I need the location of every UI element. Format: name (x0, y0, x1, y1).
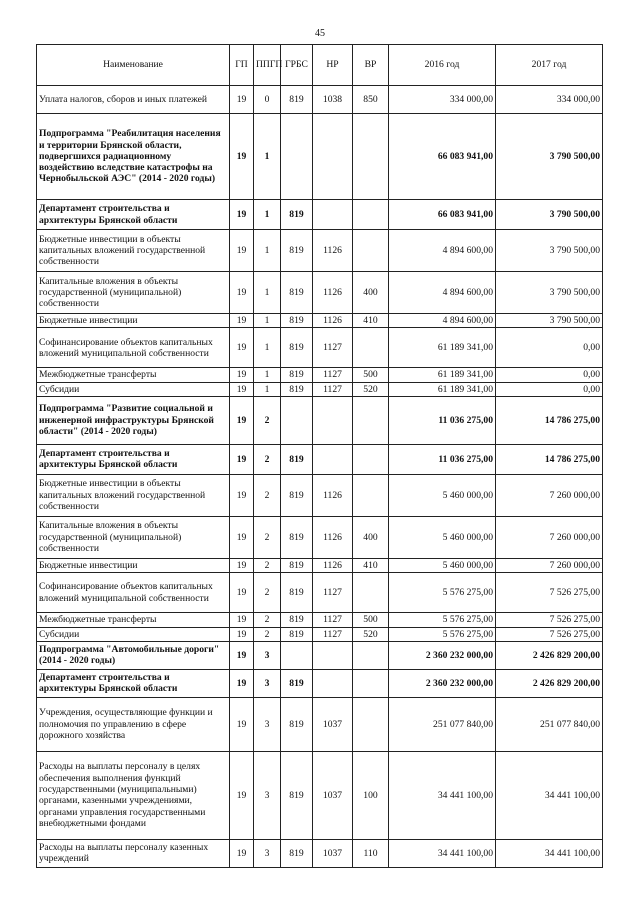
cell-2016: 5 460 000,00 (389, 558, 496, 572)
table-row (37, 613, 603, 627)
table-row (37, 839, 603, 867)
cell-gp: 19 (230, 230, 254, 272)
cell-nr: 1127 (313, 382, 353, 396)
table-row (37, 368, 603, 382)
cell-2016: 5 576 275,00 (389, 613, 496, 627)
cell-gp: 19 (230, 697, 254, 751)
cell-gp: 19 (230, 368, 254, 382)
cell-ppgp: 2 (254, 396, 281, 444)
cell-nr: 1127 (313, 573, 353, 613)
cell-nr: 1038 (313, 86, 353, 114)
cell-grbs (281, 641, 313, 669)
cell-ppgp: 2 (254, 573, 281, 613)
table-body (37, 86, 603, 868)
cell-nr: 1126 (313, 272, 353, 314)
cell-grbs: 819 (281, 516, 313, 558)
cell-name: Департамент строительства и архитектуры Брянской области (37, 669, 230, 697)
cell-2016: 251 077 840,00 (389, 697, 496, 751)
cell-2017: 3 790 500,00 (496, 114, 603, 200)
cell-grbs (281, 396, 313, 444)
cell-grbs: 819 (281, 272, 313, 314)
cell-nr (313, 114, 353, 200)
cell-2016: 34 441 100,00 (389, 839, 496, 867)
table-header-row (37, 45, 603, 86)
cell-gp: 19 (230, 516, 254, 558)
table-row (37, 328, 603, 368)
cell-vr (353, 669, 389, 697)
cell-2017: 251 077 840,00 (496, 697, 603, 751)
cell-gp: 19 (230, 627, 254, 641)
cell-nr: 1126 (313, 230, 353, 272)
cell-vr: 100 (353, 751, 389, 839)
cell-2016: 2 360 232 000,00 (389, 641, 496, 669)
cell-vr: 500 (353, 613, 389, 627)
cell-2016: 2 360 232 000,00 (389, 669, 496, 697)
cell-ppgp: 1 (254, 272, 281, 314)
cell-2016: 334 000,00 (389, 86, 496, 114)
cell-grbs: 819 (281, 314, 313, 328)
cell-ppgp: 3 (254, 669, 281, 697)
cell-name: Межбюджетные трансферты (37, 368, 230, 382)
cell-name: Капитальные вложения в объекты государственной (муниципальной) собственности (37, 516, 230, 558)
cell-grbs: 819 (281, 839, 313, 867)
cell-2017: 3 790 500,00 (496, 230, 603, 272)
cell-name: Расходы на выплаты персоналу в целях обеспечения выполнения функций государственными (муниципальными) органами, казенными учреждениями, органами управления государственными внебюджетными фондами (37, 751, 230, 839)
cell-ppgp: 1 (254, 230, 281, 272)
cell-nr: 1127 (313, 368, 353, 382)
cell-2016: 61 189 341,00 (389, 382, 496, 396)
cell-grbs: 819 (281, 751, 313, 839)
cell-vr: 400 (353, 272, 389, 314)
cell-2016: 11 036 275,00 (389, 396, 496, 444)
cell-grbs: 819 (281, 474, 313, 516)
col-header-2016: 2016 год (389, 45, 496, 86)
table-row (37, 114, 603, 200)
cell-name: Подпрограмма "Автомобильные дороги" (2014 - 2020 годы) (37, 641, 230, 669)
cell-name: Бюджетные инвестиции (37, 558, 230, 572)
cell-gp: 19 (230, 328, 254, 368)
budget-table (36, 44, 603, 868)
cell-grbs: 819 (281, 368, 313, 382)
cell-gp: 19 (230, 839, 254, 867)
cell-2017: 0,00 (496, 382, 603, 396)
cell-grbs: 819 (281, 200, 313, 230)
cell-ppgp: 1 (254, 314, 281, 328)
cell-name: Субсидии (37, 382, 230, 396)
cell-vr (353, 697, 389, 751)
cell-nr: 1037 (313, 751, 353, 839)
cell-2016: 61 189 341,00 (389, 328, 496, 368)
cell-vr (353, 200, 389, 230)
cell-ppgp: 1 (254, 328, 281, 368)
cell-gp: 19 (230, 444, 254, 474)
cell-name: Департамент строительства и архитектуры Брянской области (37, 444, 230, 474)
cell-gp: 19 (230, 573, 254, 613)
cell-vr: 850 (353, 86, 389, 114)
cell-grbs: 819 (281, 444, 313, 474)
cell-nr (313, 641, 353, 669)
cell-name: Бюджетные инвестиции в объекты капитальных вложений государственной собственности (37, 230, 230, 272)
cell-name: Уплата налогов, сборов и иных платежей (37, 86, 230, 114)
cell-ppgp: 3 (254, 751, 281, 839)
cell-grbs: 819 (281, 669, 313, 697)
cell-grbs: 819 (281, 86, 313, 114)
cell-gp: 19 (230, 474, 254, 516)
cell-name: Софинансирование объектов капитальных вложений муниципальной собственности (37, 328, 230, 368)
table-row (37, 272, 603, 314)
cell-2017: 334 000,00 (496, 86, 603, 114)
cell-nr: 1126 (313, 474, 353, 516)
cell-ppgp: 3 (254, 641, 281, 669)
col-header-name: Наименование (37, 45, 230, 86)
cell-nr: 1126 (313, 558, 353, 572)
cell-2016: 4 894 600,00 (389, 230, 496, 272)
cell-2017: 3 790 500,00 (496, 200, 603, 230)
table-row (37, 641, 603, 669)
cell-ppgp: 1 (254, 114, 281, 200)
cell-nr: 1127 (313, 613, 353, 627)
cell-vr (353, 230, 389, 272)
col-header-nr: НР (313, 45, 353, 86)
cell-name: Учреждения, осуществляющие функции и полномочия по управлению в сфере дорожного хозяйства (37, 697, 230, 751)
table-row (37, 200, 603, 230)
cell-nr: 1037 (313, 839, 353, 867)
cell-gp: 19 (230, 751, 254, 839)
cell-2016: 5 576 275,00 (389, 627, 496, 641)
cell-name: Расходы на выплаты персоналу казенных учреждений (37, 839, 230, 867)
cell-grbs: 819 (281, 697, 313, 751)
cell-ppgp: 2 (254, 444, 281, 474)
cell-nr: 1126 (313, 516, 353, 558)
table-row (37, 697, 603, 751)
cell-name: Подпрограмма "Развитие социальной и инженерной инфраструктуры Брянской области" (2014 - 2020 годы) (37, 396, 230, 444)
cell-nr (313, 396, 353, 444)
cell-gp: 19 (230, 272, 254, 314)
cell-2017: 0,00 (496, 368, 603, 382)
cell-name: Подпрограмма "Реабилитация населения и территории Брянской области, подвергшихся радиационному воздействию вследствие катастрофы на Чернобыльской АЭС" (2014 - 2020 годы) (37, 114, 230, 200)
cell-name: Капитальные вложения в объекты государственной (муниципальной) собственности (37, 272, 230, 314)
table-row (37, 86, 603, 114)
cell-2017: 7 526 275,00 (496, 613, 603, 627)
cell-ppgp: 1 (254, 368, 281, 382)
cell-gp: 19 (230, 641, 254, 669)
cell-ppgp: 1 (254, 200, 281, 230)
cell-gp: 19 (230, 200, 254, 230)
table-row (37, 396, 603, 444)
cell-2016: 61 189 341,00 (389, 368, 496, 382)
cell-gp: 19 (230, 314, 254, 328)
cell-gp: 19 (230, 558, 254, 572)
cell-ppgp: 2 (254, 474, 281, 516)
cell-ppgp: 2 (254, 558, 281, 572)
cell-name: Бюджетные инвестиции в объекты капитальных вложений государственной собственности (37, 474, 230, 516)
cell-2016: 5 460 000,00 (389, 516, 496, 558)
cell-name: Межбюджетные трансферты (37, 613, 230, 627)
table-row (37, 627, 603, 641)
col-header-2017: 2017 год (496, 45, 603, 86)
cell-gp: 19 (230, 396, 254, 444)
cell-2016: 5 576 275,00 (389, 573, 496, 613)
cell-name: Бюджетные инвестиции (37, 314, 230, 328)
cell-vr: 520 (353, 627, 389, 641)
cell-vr: 410 (353, 558, 389, 572)
cell-vr (353, 474, 389, 516)
cell-2017: 3 790 500,00 (496, 272, 603, 314)
cell-grbs: 819 (281, 230, 313, 272)
cell-grbs: 819 (281, 613, 313, 627)
cell-name: Софинансирование объектов капитальных вложений муниципальной собственности (37, 573, 230, 613)
cell-2017: 7 526 275,00 (496, 573, 603, 613)
cell-ppgp: 2 (254, 613, 281, 627)
cell-grbs: 819 (281, 627, 313, 641)
cell-ppgp: 2 (254, 627, 281, 641)
cell-nr (313, 669, 353, 697)
cell-grbs (281, 114, 313, 200)
table-row (37, 230, 603, 272)
cell-2017: 0,00 (496, 328, 603, 368)
cell-2016: 5 460 000,00 (389, 474, 496, 516)
cell-gp: 19 (230, 86, 254, 114)
cell-vr: 500 (353, 368, 389, 382)
table-row (37, 573, 603, 613)
cell-2017: 7 260 000,00 (496, 558, 603, 572)
cell-grbs: 819 (281, 328, 313, 368)
cell-vr (353, 641, 389, 669)
cell-vr (353, 444, 389, 474)
cell-ppgp: 2 (254, 516, 281, 558)
cell-ppgp: 3 (254, 839, 281, 867)
cell-2017: 7 260 000,00 (496, 474, 603, 516)
cell-gp: 19 (230, 613, 254, 627)
cell-2016: 4 894 600,00 (389, 272, 496, 314)
col-header-vr: ВР (353, 45, 389, 86)
cell-2017: 2 426 829 200,00 (496, 641, 603, 669)
table-row (37, 474, 603, 516)
cell-gp: 19 (230, 114, 254, 200)
table-row (37, 558, 603, 572)
cell-grbs: 819 (281, 382, 313, 396)
table-row (37, 516, 603, 558)
cell-2016: 66 083 941,00 (389, 200, 496, 230)
cell-nr (313, 200, 353, 230)
col-header-ppgp: ППГП (254, 45, 281, 86)
cell-nr: 1127 (313, 627, 353, 641)
cell-2017: 14 786 275,00 (496, 444, 603, 474)
cell-name: Департамент строительства и архитектуры Брянской области (37, 200, 230, 230)
table-row (37, 751, 603, 839)
cell-nr: 1126 (313, 314, 353, 328)
table-row (37, 444, 603, 474)
cell-vr (353, 328, 389, 368)
cell-name: Субсидии (37, 627, 230, 641)
cell-grbs: 819 (281, 573, 313, 613)
cell-gp: 19 (230, 382, 254, 396)
page-number: 45 (315, 28, 325, 39)
cell-nr (313, 444, 353, 474)
col-header-grbs: ГРБС (281, 45, 313, 86)
cell-2017: 2 426 829 200,00 (496, 669, 603, 697)
cell-vr (353, 114, 389, 200)
cell-ppgp: 3 (254, 697, 281, 751)
cell-nr: 1037 (313, 697, 353, 751)
cell-2016: 11 036 275,00 (389, 444, 496, 474)
table-row (37, 314, 603, 328)
cell-2017: 34 441 100,00 (496, 839, 603, 867)
cell-2017: 7 526 275,00 (496, 627, 603, 641)
table-row (37, 669, 603, 697)
cell-vr (353, 573, 389, 613)
cell-2017: 34 441 100,00 (496, 751, 603, 839)
cell-2017: 3 790 500,00 (496, 314, 603, 328)
cell-nr: 1127 (313, 328, 353, 368)
cell-vr: 400 (353, 516, 389, 558)
cell-ppgp: 0 (254, 86, 281, 114)
cell-2017: 14 786 275,00 (496, 396, 603, 444)
cell-gp: 19 (230, 669, 254, 697)
cell-vr (353, 396, 389, 444)
cell-vr: 110 (353, 839, 389, 867)
cell-2016: 4 894 600,00 (389, 314, 496, 328)
cell-2017: 7 260 000,00 (496, 516, 603, 558)
cell-ppgp: 1 (254, 382, 281, 396)
cell-grbs: 819 (281, 558, 313, 572)
cell-vr: 410 (353, 314, 389, 328)
table-row (37, 382, 603, 396)
cell-2016: 66 083 941,00 (389, 114, 496, 200)
col-header-gp: ГП (230, 45, 254, 86)
cell-vr: 520 (353, 382, 389, 396)
cell-2016: 34 441 100,00 (389, 751, 496, 839)
